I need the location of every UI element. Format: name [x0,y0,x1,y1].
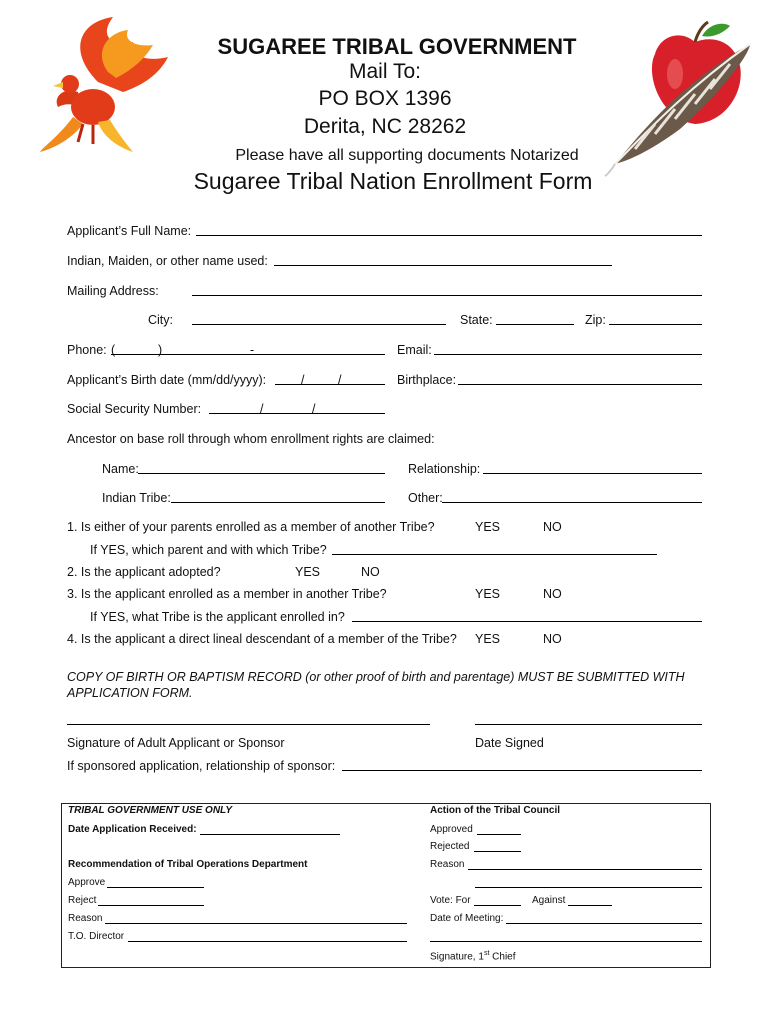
signature-field[interactable] [67,724,430,725]
ssn-label: Social Security Number: [67,402,202,416]
question-3-followup: If YES, what Tribe is the applicant enrolled in? [90,610,345,624]
birth-date-slash-1: / [301,373,305,387]
indian-tribe-field[interactable] [171,502,385,503]
question-1: 1. Is either of your parents enrolled as a member of another Tribe? [67,520,435,534]
birth-date-label: Applicant’s Birth date (mm/dd/yyyy): [67,373,267,387]
q4-no-option[interactable]: NO [543,632,562,646]
date-signed-field[interactable] [475,724,702,725]
ssn-field[interactable] [209,413,385,414]
director-field[interactable] [128,941,407,942]
reject-label: Reject [68,895,97,906]
approve-field[interactable] [107,887,204,888]
org-title: SUGAREE TRIBAL GOVERNMENT [217,34,577,59]
reason-field[interactable] [105,923,407,924]
phone-close-paren: ) [158,343,163,357]
chief-signature-label [430,948,516,963]
question-3: 3. Is the applicant enrolled as a member in another Tribe? [67,587,387,601]
council-reason-label: Reason [430,859,465,870]
state-field[interactable] [496,324,574,325]
q1-no-option[interactable]: NO [543,520,562,534]
rejected-label: Rejected [430,841,470,852]
phone-label: Phone: [67,343,107,357]
zip-label: Zip: [585,313,606,327]
other-field[interactable] [442,502,702,503]
chief-signature-text: Signature, 1 [430,951,484,963]
q1-yes-option[interactable]: YES [475,520,501,534]
meeting-date-label: Date of Meeting: [430,913,504,924]
mailing-address-label: Mailing Address: [67,284,159,298]
ancestor-name-label: Name: [102,462,139,476]
date-signed-label: Date Signed [475,736,544,750]
birth-record-notice-2: APPLICATION FORM. [67,686,193,700]
office-use-heading: TRIBAL GOVERNMENT USE ONLY [68,805,233,816]
reject-field[interactable] [98,905,204,906]
relationship-field[interactable] [483,473,702,474]
rejected-field[interactable] [474,851,521,852]
full-name-field[interactable] [196,235,702,236]
notarize-notice: Please have all supporting documents Notarized [235,147,579,164]
po-box: PO BOX 1396 [318,87,452,110]
q3-followup-field[interactable] [352,621,702,622]
approved-label: Approved [430,824,473,835]
chief-signature-field[interactable] [430,941,702,942]
city-field[interactable] [192,324,446,325]
q2-yes-option[interactable]: YES [295,565,321,579]
council-reason-field-2[interactable] [475,887,702,888]
date-received-field[interactable] [200,834,340,835]
question-1-followup: If YES, which parent and with which Tribe? [90,543,327,557]
state-label: State: [460,313,493,327]
sponsor-relationship-field[interactable] [342,770,702,771]
q3-no-option[interactable]: NO [543,587,562,601]
birth-record-notice-1: COPY OF BIRTH OR BAPTISM RECORD (or other proof of birth and parentage) MUST BE SUBMITTED WITH [67,670,685,684]
indian-tribe-label: Indian Tribe: [102,491,171,505]
maiden-name-field[interactable] [274,265,612,266]
form-title: Sugaree Tribal Nation Enrollment Form [193,168,593,194]
council-reason-field[interactable] [468,869,702,870]
question-4: 4. Is the applicant a direct lineal descendant of a member of the Tribe? [67,632,457,646]
question-2: 2. Is the applicant adopted? [67,565,221,579]
approve-label: Approve [68,877,106,888]
phone-dash: - [250,343,255,357]
relationship-label: Relationship: [408,462,481,476]
council-heading: Action of the Tribal Council [430,805,560,816]
birthplace-field[interactable] [458,384,702,385]
reason-label: Reason [68,913,103,924]
meeting-date-field[interactable] [506,923,702,924]
against-label: Against [532,895,566,906]
birth-date-field[interactable] [275,384,385,385]
email-field[interactable] [434,354,702,355]
birth-date-slash-2: / [338,373,342,387]
vote-for-label: Vote: For [430,895,471,906]
vote-for-field[interactable] [474,905,521,906]
ssn-slash-1: / [260,402,264,416]
sponsor-relationship-label: If sponsored application, relationship of sponsor: [67,759,336,773]
city-label: City: [148,313,173,327]
full-name-label: Applicant’s Full Name: [67,224,192,238]
chief-signature-word: Chief [489,951,516,963]
phone-field[interactable] [111,354,385,355]
phone-open-paren: ( [111,343,116,357]
q3-yes-option[interactable]: YES [475,587,501,601]
maiden-name-label: Indian, Maiden, or other name used: [67,254,268,268]
mail-to: Mail To: [349,60,421,83]
ssn-slash-2: / [312,402,316,416]
chief-signature-sup: st [483,950,490,957]
zip-field[interactable] [609,324,702,325]
city-line: Derita, NC 28262 [303,115,467,138]
email-label: Email: [397,343,432,357]
birthplace-label: Birthplace: [397,373,457,387]
ancestor-heading: Ancestor on base roll through whom enrollment rights are claimed: [67,432,435,446]
date-received-label: Date Application Received: [68,824,197,835]
mailing-address-field[interactable] [192,295,702,296]
q4-yes-option[interactable]: YES [475,632,501,646]
against-field[interactable] [568,905,612,906]
other-label: Other: [408,491,443,505]
q2-no-option[interactable]: NO [361,565,380,579]
director-label: T.O. Director [68,931,125,942]
q1-followup-field[interactable] [332,554,657,555]
signature-label: Signature of Adult Applicant or Sponsor [67,736,285,750]
approved-field[interactable] [477,834,521,835]
ancestor-name-field[interactable] [138,473,385,474]
recommendation-heading: Recommendation of Tribal Operations Department [68,859,308,870]
